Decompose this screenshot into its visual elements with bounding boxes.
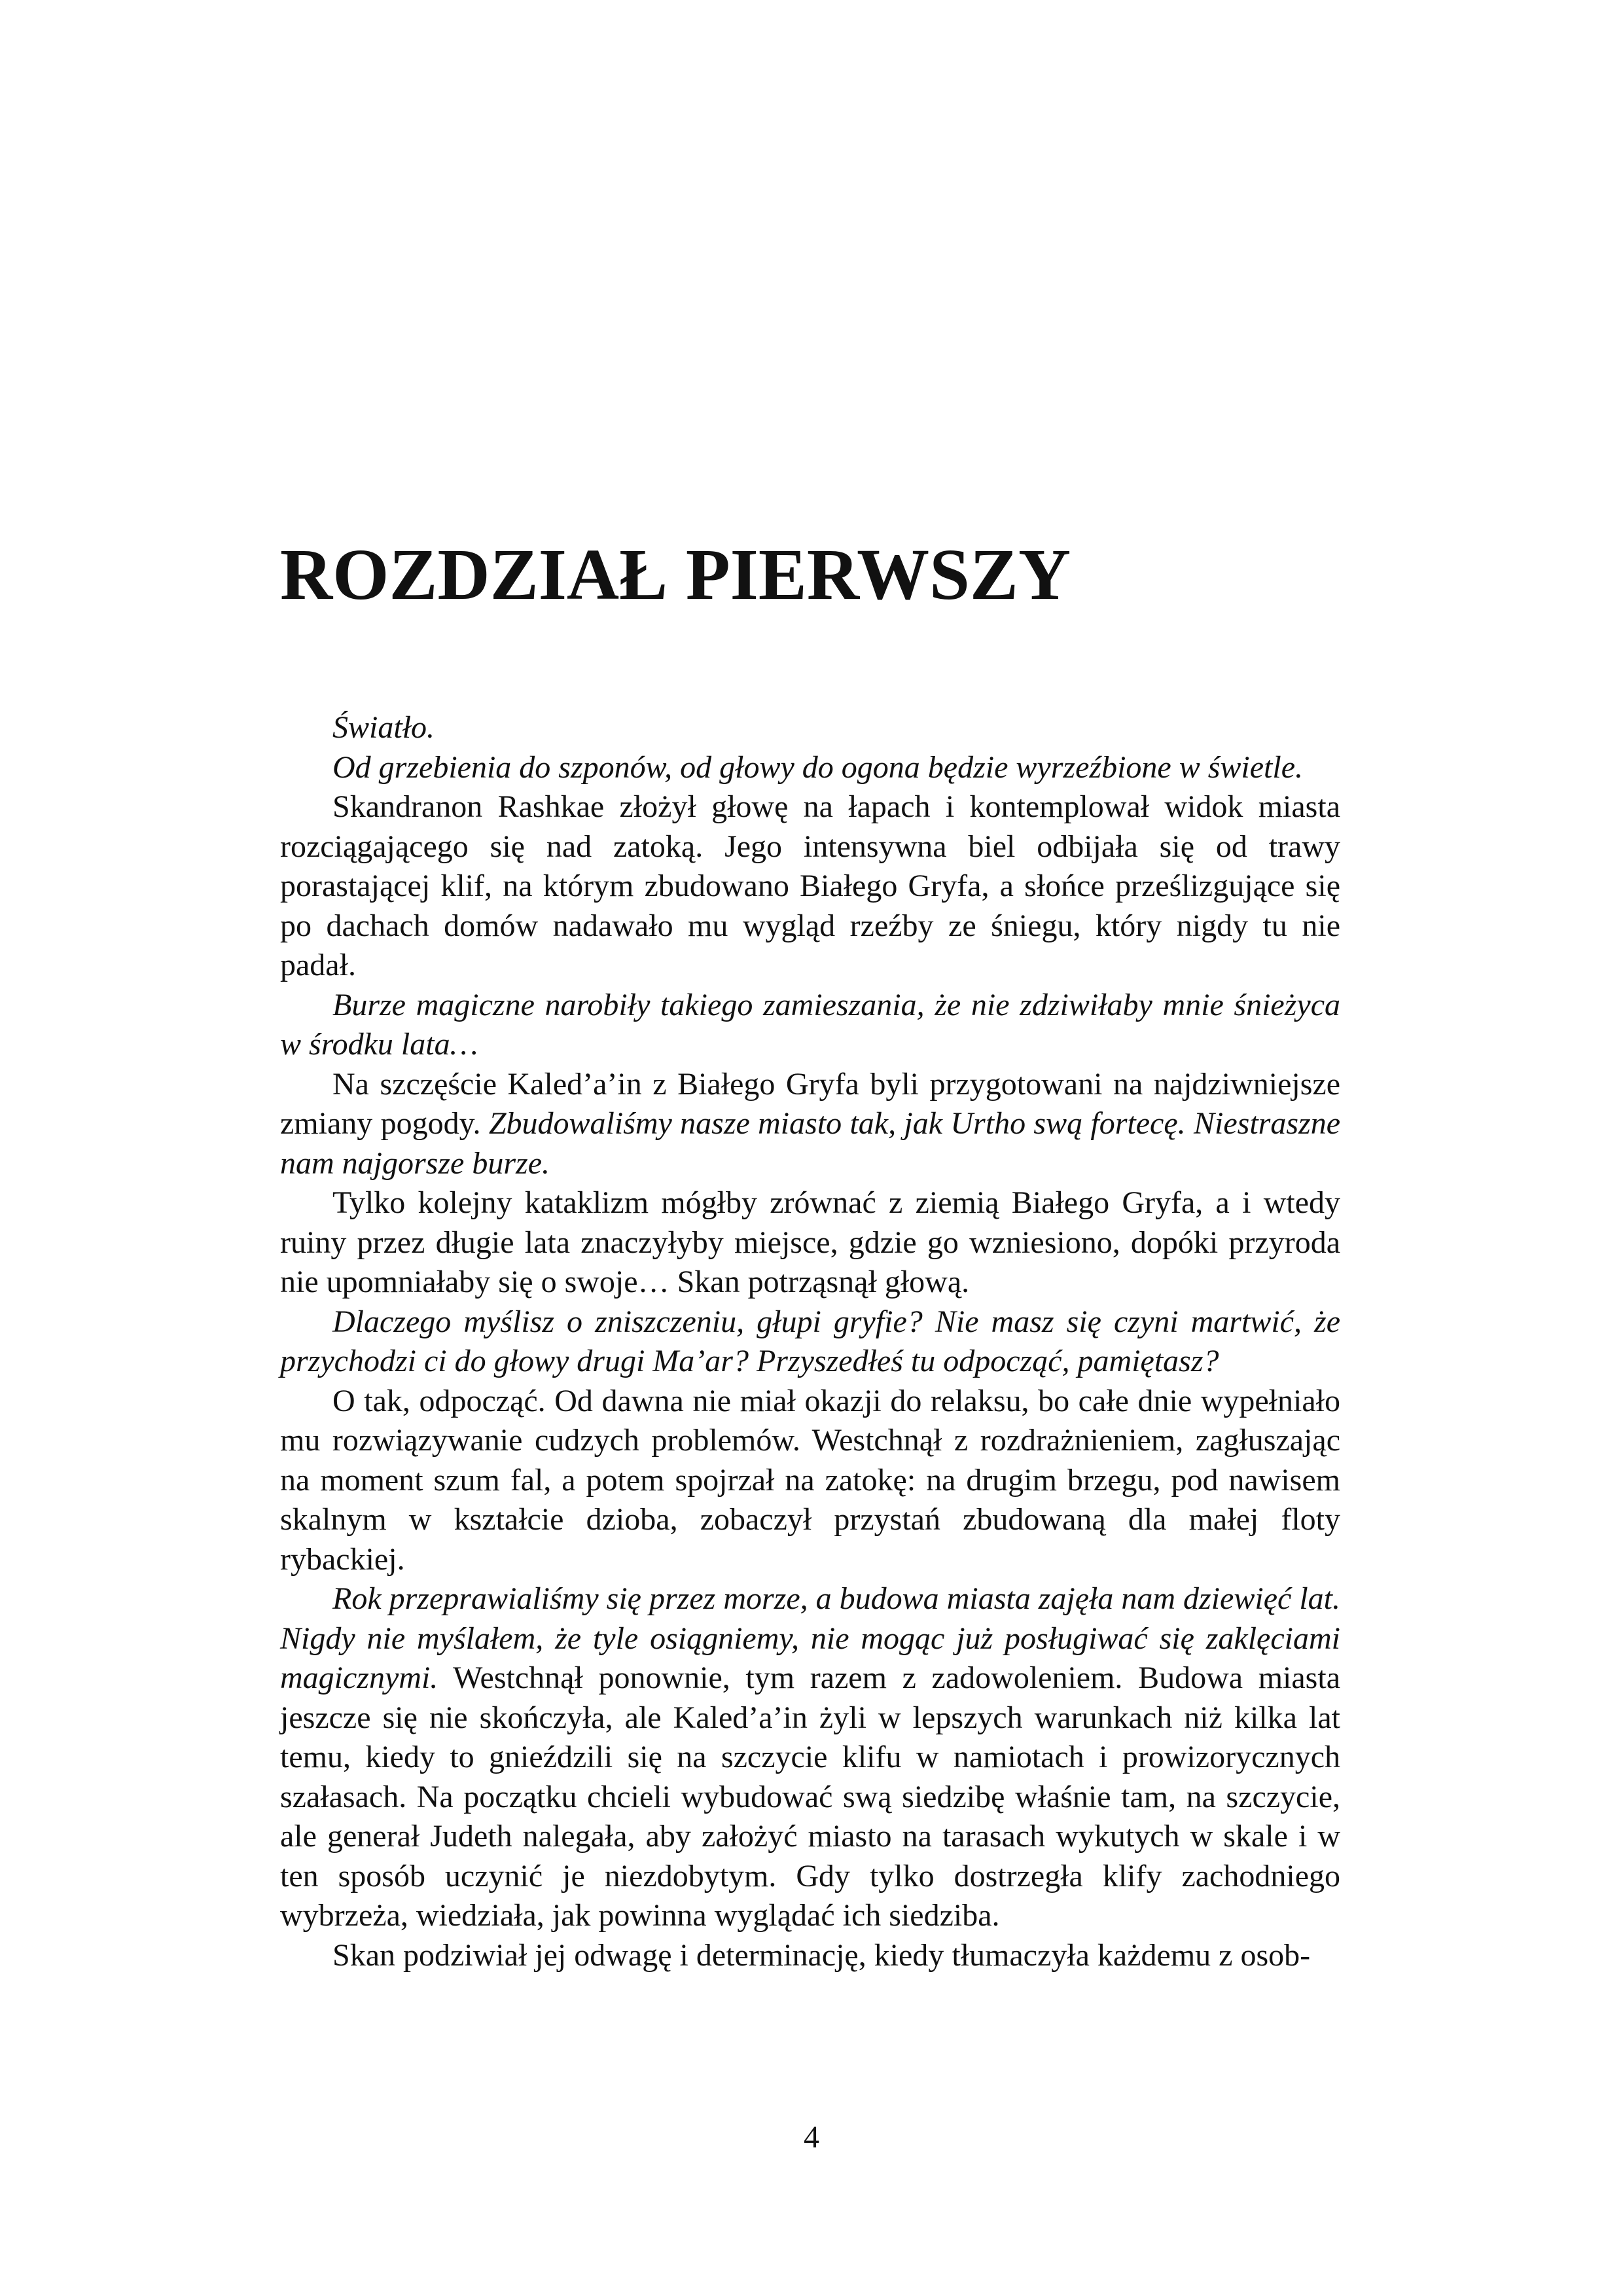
paragraph (280, 748, 1340, 788)
paragraph (280, 708, 1340, 748)
text-segment: Westchnął ponownie, tym razem z zadowoleniem. Budowa miasta jeszcze się nie skończyła, ale Kaled’a’in żyli w lepszych warunkach niż kilka lat temu, kiedy to gnieździli się na szczycie klifu w namiotach i prowizorycznych szałasach. Na początku chcieli wybudować swą siedzibę właśnie tam, na szczycie, ale generał Judeth nalegała, aby założyć miasto na tarasach wykutych w skale i w ten sposób uczynić je niezdobytym. Gdy tylko dostrzegła klify zachodniego wybrzeża, wiedziała, jak powinna wyglądać ich siedziba. (280, 1660, 1340, 1933)
page-number: 4 (804, 2120, 819, 2155)
text-segment: Skan podziwiał jej odwagę i determinację, kiedy tłumaczyła każdemu z osob- (332, 1937, 1311, 1973)
italic-text-segment: Burze magiczne narobiły takiego zamieszania, że nie zdziwiłaby mnie śnieżyca w środku lata… (280, 987, 1340, 1062)
text-segment: Tylko kolejny kataklizm mógłby zrównać z ziemią Białego Gryfa, a i wtedy ruiny przez długie lata znaczyłyby miejsce, gdzie go wzniesiono, dopóki przyroda nie upomniałaby się o swoje… Skan potrząsnął głową. (280, 1185, 1340, 1299)
italic-text-segment: Rok przeprawialiśmy się przez morze, a budowa miasta zajęła nam dziewięć lat. Nigdy nie myślałem, że tyle osiągniemy, nie mogąc już posługiwać się zaklęciami magicznymi. (280, 1581, 1340, 1695)
paragraph (280, 1302, 1340, 1382)
italic-text-segment: Zbudowaliśmy nasze miasto tak, jak Urtho swą fortecę. Niestraszne nam najgorsze burze. (280, 1106, 1340, 1181)
paragraph (280, 1936, 1340, 1976)
italic-text-segment: Światło. (332, 710, 435, 745)
paragraph (280, 1579, 1340, 1936)
text-segment: Skandranon Rashkae złożył głowę na łapach i kontemplował widok miasta rozciągającego się nad zatoką. Jego intensywna biel odbijała się od trawy porastającej klif, na którym zbudowano Białego Gryfa, a słońce prześlizgujące się po dachach domów nadawało mu wygląd rzeźby ze śniegu, który nigdy tu nie padał. (280, 789, 1340, 982)
chapter-title: ROZDZIAŁ PIERWSZY (280, 535, 1071, 615)
paragraph (280, 1183, 1340, 1302)
paragraph (280, 1382, 1340, 1580)
italic-text-segment: Dlaczego myślisz o zniszczeniu, głupi gryfie? Nie masz się czyni martwić, że przychodzi ci do głowy drugi Ma’ar? Przyszedłeś tu odpocząć, pamiętasz? (280, 1304, 1340, 1378)
italic-text-segment: Od grzebienia do szponów, od głowy do ogona będzie wyrzeźbione w świetle. (332, 749, 1304, 785)
paragraph (280, 1065, 1340, 1184)
chapter-body-text (280, 708, 1340, 1975)
paragraph (280, 986, 1340, 1065)
text-segment: Na szczęście Kaled’a’in z Białego Gryfa byli przygotowani na najdziwniejsze zmiany pogody. (280, 1066, 1340, 1141)
text-segment: O tak, odpocząć. Od dawna nie miał okazji do relaksu, bo całe dnie wypełniało mu rozwiązywanie cudzych problemów. Westchnął z rozdrażnieniem, zagłuszając na moment szum fal, a potem spojrzał na zatokę: na drugim brzegu, pod nawisem skalnym w kształcie dzioba, zobaczył przystań zbudowaną dla małej floty rybackiej. (280, 1383, 1340, 1577)
paragraph (280, 787, 1340, 986)
